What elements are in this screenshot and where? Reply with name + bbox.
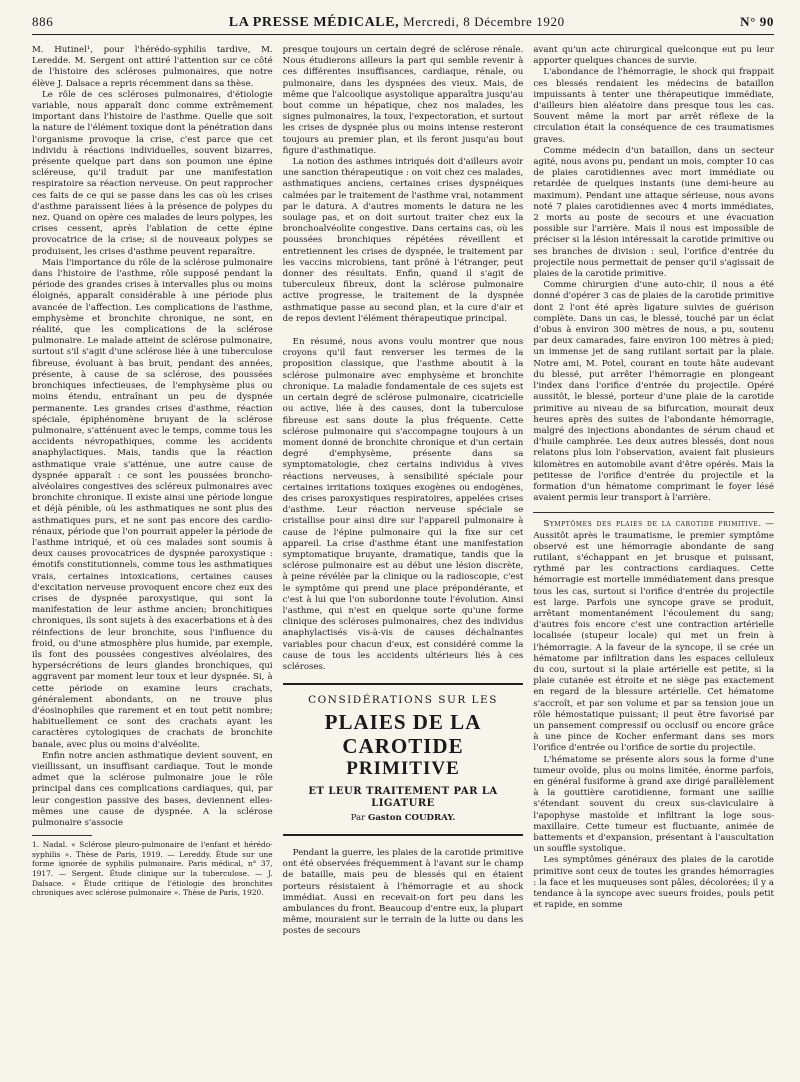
- col3-paragraph: Comme chirurgien d'une auto-chir, il nous a été donné d'opérer 3 cas de plaies de la carotide primitive dont 2 l'ont été après ligature suivies de guérison complète. Dans un cas, le blessé, touché par un éclat d'obus à environ 300 mètres de nous, a pu, soutenu par deux camarades, faire environ 100 mètres à pied; un immense jet de sang rutilant sortait par la plaie. Notre ami, M. Potel, courant en toute hâte audevant du blessé, put arrêter l'hémorragie en plongeant l'index dans l'orifice d'entrée du projectile. Opéré aussitôt, le blessé, porteur d'une plaie de la carotide primitive au niveau de sa bifurcation, mourait deux heures après des suites de l'abondante hémorragie, malgré des injections abondantes de sérum chaud et d'huile camphrée. Les deux autres blessés, dont nous relatons plus loin l'observation, avaient fait plusieurs kilomètres en automobile avant d'être opérés. Mais la petitesse de l'orifice d'entrée du projectile et la formation d'un hématome comprimant le foyer lésé avaient permis leur transport à l'arrière.: [533, 280, 775, 504]
- column-2: [283, 45, 524, 1075]
- col2-paragraph: En résumé, nous avons voulu montrer que nous croyons qu'il faut renverser les termes de la proposition classique, que l'asthme aboutit à la sclérose pulmonaire avec emphysème et bronchite chronique. La maladie fondamentale de ces sujets est un certain degré de sclérose pulmonaire, cicatricielle ou active, liée à des causes, dont la tuberculose fibreuse est sans doute la plus fréquente. Cette sclérose pulmonaire qui s'accompagne toujours à un moment donné de bronchite chronique et d'un certain degré d'emphysème, présente dans sa symptomatologie, chez certains individus à vives réactions nerveuses, à sensibilité spéciale pour certaines irritations toxiques exogènes ou endogènes, des crises paroxystiques respiratoires, appelées crises d'asthme. Leur réaction nerveuse spéciale se cristallise pour ainsi dire sur l'appareil pulmonaire à cause de l'épine pulmonaire qui la fixe sur cet appareil. La crise d'asthme étant une manifestation symptomatique bruyante, dramatique, tandis que la sclérose pulmonaire est au début une lésion discrète, à peine révélée par la clinique ou la radioscopie, c'est le symptôme qui prend une place prépondérante, et c'est à lui que l'on subordonne toute l'évolution. Ainsi l'asthme, qui n'est en quelque sorte qu'une forme clinique des scléroses pulmonaires, chez des individus anaphylactisés vis-à-vis de causes déchaînantes variables pour chacun d'eux, est considéré comme la cause de tous les accidents ultérieurs liés à ces scléroses.: [282, 337, 524, 672]
- article-byline: [283, 813, 524, 824]
- article-subtitle: ET LEUR TRAITEMENT PAR LA LIGATURE: [308, 786, 498, 809]
- col3-paragraph: L'hématome se présente alors sous la forme d'une tumeur ovoïde, plus ou moins limitée, énorme parfois, en général fusiforme à grand axe dirigé parallèlement à la gouttière carotidienne, formant une saillie s'étendant souvent du creux sus-claviculaire à l'apophyse mastoïde et infiltrant la loge sous-maxillaire. Cette tumeur est fluctuante, animée de battements et d'expansion, présentant à l'auscultation un souffle systolique.: [533, 754, 775, 855]
- issue-number: N° 90: [740, 14, 774, 29]
- section-paragraph: [533, 519, 774, 754]
- col1-paragraph: Le rôle de ces scléroses pulmonaires, d'étiologie variable, nous apparaît donc comme extrêmement important dans l'histoire de l'asthme. Quelle que soit la nature de l'élément toxique dont la pénétration dans l'organisme provoque la crise, c'est parce que cet individu à réactions individuelles, souvent bizarres, présente quelque part dans son poumon une épine scléreuse, qu'il traduit par une manifestation respiratoire sa réaction nerveuse. On peut rapprocher ces faits de ce qui se passe dans les cas où les crises d'asthme paraissent liées à la présence de polypes du nez. Quand on opère ces malades de leurs polypes, les crises cessent, après l'ablation de cette épine provocatrice de la crise; si de nouveaux polypes se produisent, les crises d'asthme peuvent reparaître.: [32, 89, 273, 257]
- column-3: [533, 45, 774, 1075]
- section-title: Symptômes des plaies de la carotide primitive.: [543, 519, 762, 530]
- article-kicker: CONSIDÉRATIONS SUR LES: [308, 694, 498, 707]
- col1-paragraph: M. Hutinel¹, pour l'hérédo-syphilis tardive, M. Leredde. M. Sergent ont attiré l'attention sur ce côté de l'histoire des scléroses pulmonaires, que notre élève J. Dalsace a repris récemment dans sa thèse.: [32, 45, 273, 89]
- col1-paragraph: Mais l'importance du rôle de la sclérose pulmonaire dans l'histoire de l'asthme, rôle supposé pendant la période des grandes crises à intervalles plus ou moins éloignés, apparaît considérable à une période plus avancée de l'affection. Les complications de l'asthme, emphysème et bronchite chronique, ne sont, en réalité, que les complications de la sclérose pulmonaire. Le malade atteint de sclérose pulmonaire, surtout s'il s'agit d'une sclérose liée à une tuberculose fibreuse, évoluant à bas bruit, pendant des années, présente, à cause de sa sclérose, des poussées bronchiques infectieuses, de l'emphysème plus ou moins étendu, entraînant un peu de dyspnée permanente. Les grandes crises d'asthme, réaction spéciale, épiphénomène bruyant de la sclérose pulmonaire, s'atténuent avec le temps, comme tous les accidents névropathiques, comme les accidents anaphylactiques. Mais, tandis que la réaction asthmatique vraie s'atténue, une autre cause de dyspnée apparaît : ce sont les poussées broncho-alvéolaires congestives des scléreux pulmonaires avec bronchite chronique. Il existe ainsi une période longue et déjà pénible, où les asthmatiques ne sont plus des asthmatiques purs, et ne sont pas encore des cardio-rénaux, période que l'on pourrait appeler la période de l'asthme intriqué, et où ces malades sont soumis à deux causes provocatrices de dyspnée paroxystique : émotifs constitutionnels, comme tous les asthmatiques vrais, certaines intoxications, certaines causes d'excitation nerveuse provoquent encore chez eux des crises de dyspnée paroxystique, qui sont la manifestation de leur asthme ancien; bronchitiques chroniques, ils sont sujets à des exacerbations et à des réinfections de leur bronchite, sous l'influence du froid, ou d'une atmosphère plus humide, par exemple, ils font des poussées congestives alvéolaires, des hypersécrétions de leurs glandes bronchiques, qui aggravent par moment leur toux et leur dyspnée. Si, à cette période on examine leurs crachats, généralement abondants, on ne trouve plus d'éosinophiles que rarement et en tout petit nombre; habituellement ce sont des crachats ayant les caractères cytologiques de crachats de bronchite banale, avec plus ou moins d'alvéolite.: [32, 257, 273, 750]
- col1-paragraph: Enfin notre ancien asthmatique devient souvent, en vieillissant, un insuffisant cardiaque. Tout le monde admet que la sclérose pulmonaire joue le rôle principal dans ces complications cardiaques, qui, par leur congestion passive des bases, deviennent elles-mêmes une cause de dyspnée. A la sclérose pulmonaire s'associe: [32, 750, 273, 829]
- article-title-line-2: PRIMITIVE: [346, 758, 460, 780]
- article-heading: [283, 683, 524, 836]
- col3-paragraph: Comme médecin d'un bataillon, dans un secteur agité, nous avons pu, pendant un mois, compter 10 cas de plaies carotidiennes avec mort immédiate ou retardée de quelques instants (une demi-heure au maximum). Pendant une attaque sérieuse, nous avons noté 7 plaies carotidiennes avec 4 morts immédiates, 2 morts au poste de secours et une évacuation possible sur l'arrière. Mais il nous est impossible de préciser si la lésion intéressait la carotide primitive ou ses branches de division : seul, l'orifice d'entrée du projectile nous permettait de penser qu'il s'agissait de plaies de la carotide primitive.: [533, 145, 775, 280]
- journal-title: LA PRESSE MÉDICALE,: [228, 15, 400, 30]
- col2-paragraph: Pendant la guerre, les plaies de la carotide primitive ont été observées fréquemment à l'avant sur le champ de bataille, mais peu de blessés qui en étaient porteurs résistaient à l'hémorragie et au shock immédiat. Aussi en recevait-on fort peu dans les ambulances du front. Beaucoup d'entre eux, la plupart même, mouraient sur le terrain de la lutte ou dans les postes de secours: [282, 847, 524, 937]
- section-text: — Aussitôt après le traumatisme, le premier symptôme observé est une hémorragie abondante de sang rutilant, s'échappant en jet brusque et puissant, rythmé par les contractions cardiaques. Cette hémorragie est mortelle immédiatement dans presque tous les cas, surtout si l'orifice d'entrée du projectile est large. Parfois une syncope grave se produit, arrêtant momentanément l'écoulement du sang; d'autres fois encore c'est une contraction artérielle localisée (stupeur locale) qui met un frein à l'hémorragie. A la faveur de la syncope, il se crée un hématome par infiltration dans les espaces celluleux du cou, surtout si la plaie artérielle est petite, si la plaie cutanée est étroite et ne siège pas exactement en regard de la blessure artérielle. Cet hématome s'accroît, et par son volume et par sa tension joue un rôle hémostatique puissant; il peut être favorisé par un pansement compressif ou occlusif ou encore grâce à une pince de Kocher enfermant dans ses mors l'orifice d'entrée ou l'orifice de sortie du projectile.: [533, 519, 775, 754]
- page-header: [32, 14, 774, 35]
- col2-paragraph: presque toujours un certain degré de sclérose rénale. Nous étudierons ailleurs la part qui semble revenir à ces différentes insuffisances, cardiaque, rénale, ou pulmonaire, dans les dyspnées des vieux. Mais, de même que l'alcoolique asystolique apparaîtra jusqu'au bout comme un hépatique, chez nos malades, les signes pulmonaires, la toux, l'expectoration, et surtout les crises de dyspnée plus ou moins intense resteront toujours au premier plan, et ils feront jusqu'au bout figure d'asthmatique.: [282, 45, 524, 156]
- article-author: Gaston COUDRAY.: [368, 812, 456, 823]
- article-title-line-1: PLAIES DE LA CAROTIDE: [324, 710, 482, 759]
- footnote-rule: [32, 835, 92, 836]
- section-divider: [533, 512, 774, 513]
- issue-date: Mercredi, 8 Décembre 1920: [403, 14, 565, 29]
- footnotes: [32, 835, 273, 898]
- footnote: 1. Nadal. « Sclérose pleuro-pulmonaire de l'enfant et hérédo-syphilis ». Thèse de Paris, 1919. — Lereddy. Étude sur une forme ignorée de syphilis pulmonaire. Paris médical, n° 37, 1917. — Sergent. Étude clinique sur la tuberculose. — J. Dalsace. « Étude critique de l'étiologie des bronchites chroniques avec sclérose pulmonaire ». Thèse de Paris, 1920.: [32, 840, 273, 898]
- col3-paragraph: L'abondance de l'hémorragie, le shock qui frappait ces blessés rendaient les médecins de bataillon impuissants à tenter une thérapeutique immédiate, d'ailleurs bien aléatoire dans presque tous les cas. Souvent même la mort par arrêt réflexe de la circulation était la conséquence de ces traumatismes graves.: [533, 67, 775, 145]
- page-number: 886: [32, 14, 54, 29]
- col3-paragraph: Les symptômes généraux des plaies de la carotide primitive sont ceux de toutes les grandes hémorragies : la face et les muqueuses sont pâles, décolorées; il y a tendance à la syncope avec sueurs froides, pouls petit et rapide, en somme: [533, 855, 775, 911]
- col3-paragraph: avant qu'un acte chirurgical quelconque eut pu leur apporter quelques chances de survie.: [533, 45, 775, 67]
- masthead: [229, 14, 565, 31]
- column-1: [32, 45, 273, 1075]
- columns: [32, 45, 774, 1075]
- col2-paragraph: La notion des asthmes intriqués doit d'ailleurs avoir une sanction thérapeutique : on voit chez ces malades, asthmatiques anciens, certaines crises dyspnéiques calmées par le traitement de l'asthme vrai, notamment par le datura. A d'autres moments le datura ne les soulage pas, et on doit surtout traiter chez eux la bronchoalvéolite congestive. Dans certains cas, où les poussées bronchiques répétées réveillent et entretiennent les crises de dyspnée, le traitement par les vaccins microbiens, tant prôné à l'étranger, peut donner des résultats. Enfin, quand il s'agit de tuberculeux fibreux, dont la sclérose pulmonaire active progresse, le traitement de la dyspnée asthmatique passe au second plan, et la cure d'air et de repos devient l'élément thérapeutique principal.: [282, 157, 524, 324]
- byline-prefix: Par: [350, 812, 366, 823]
